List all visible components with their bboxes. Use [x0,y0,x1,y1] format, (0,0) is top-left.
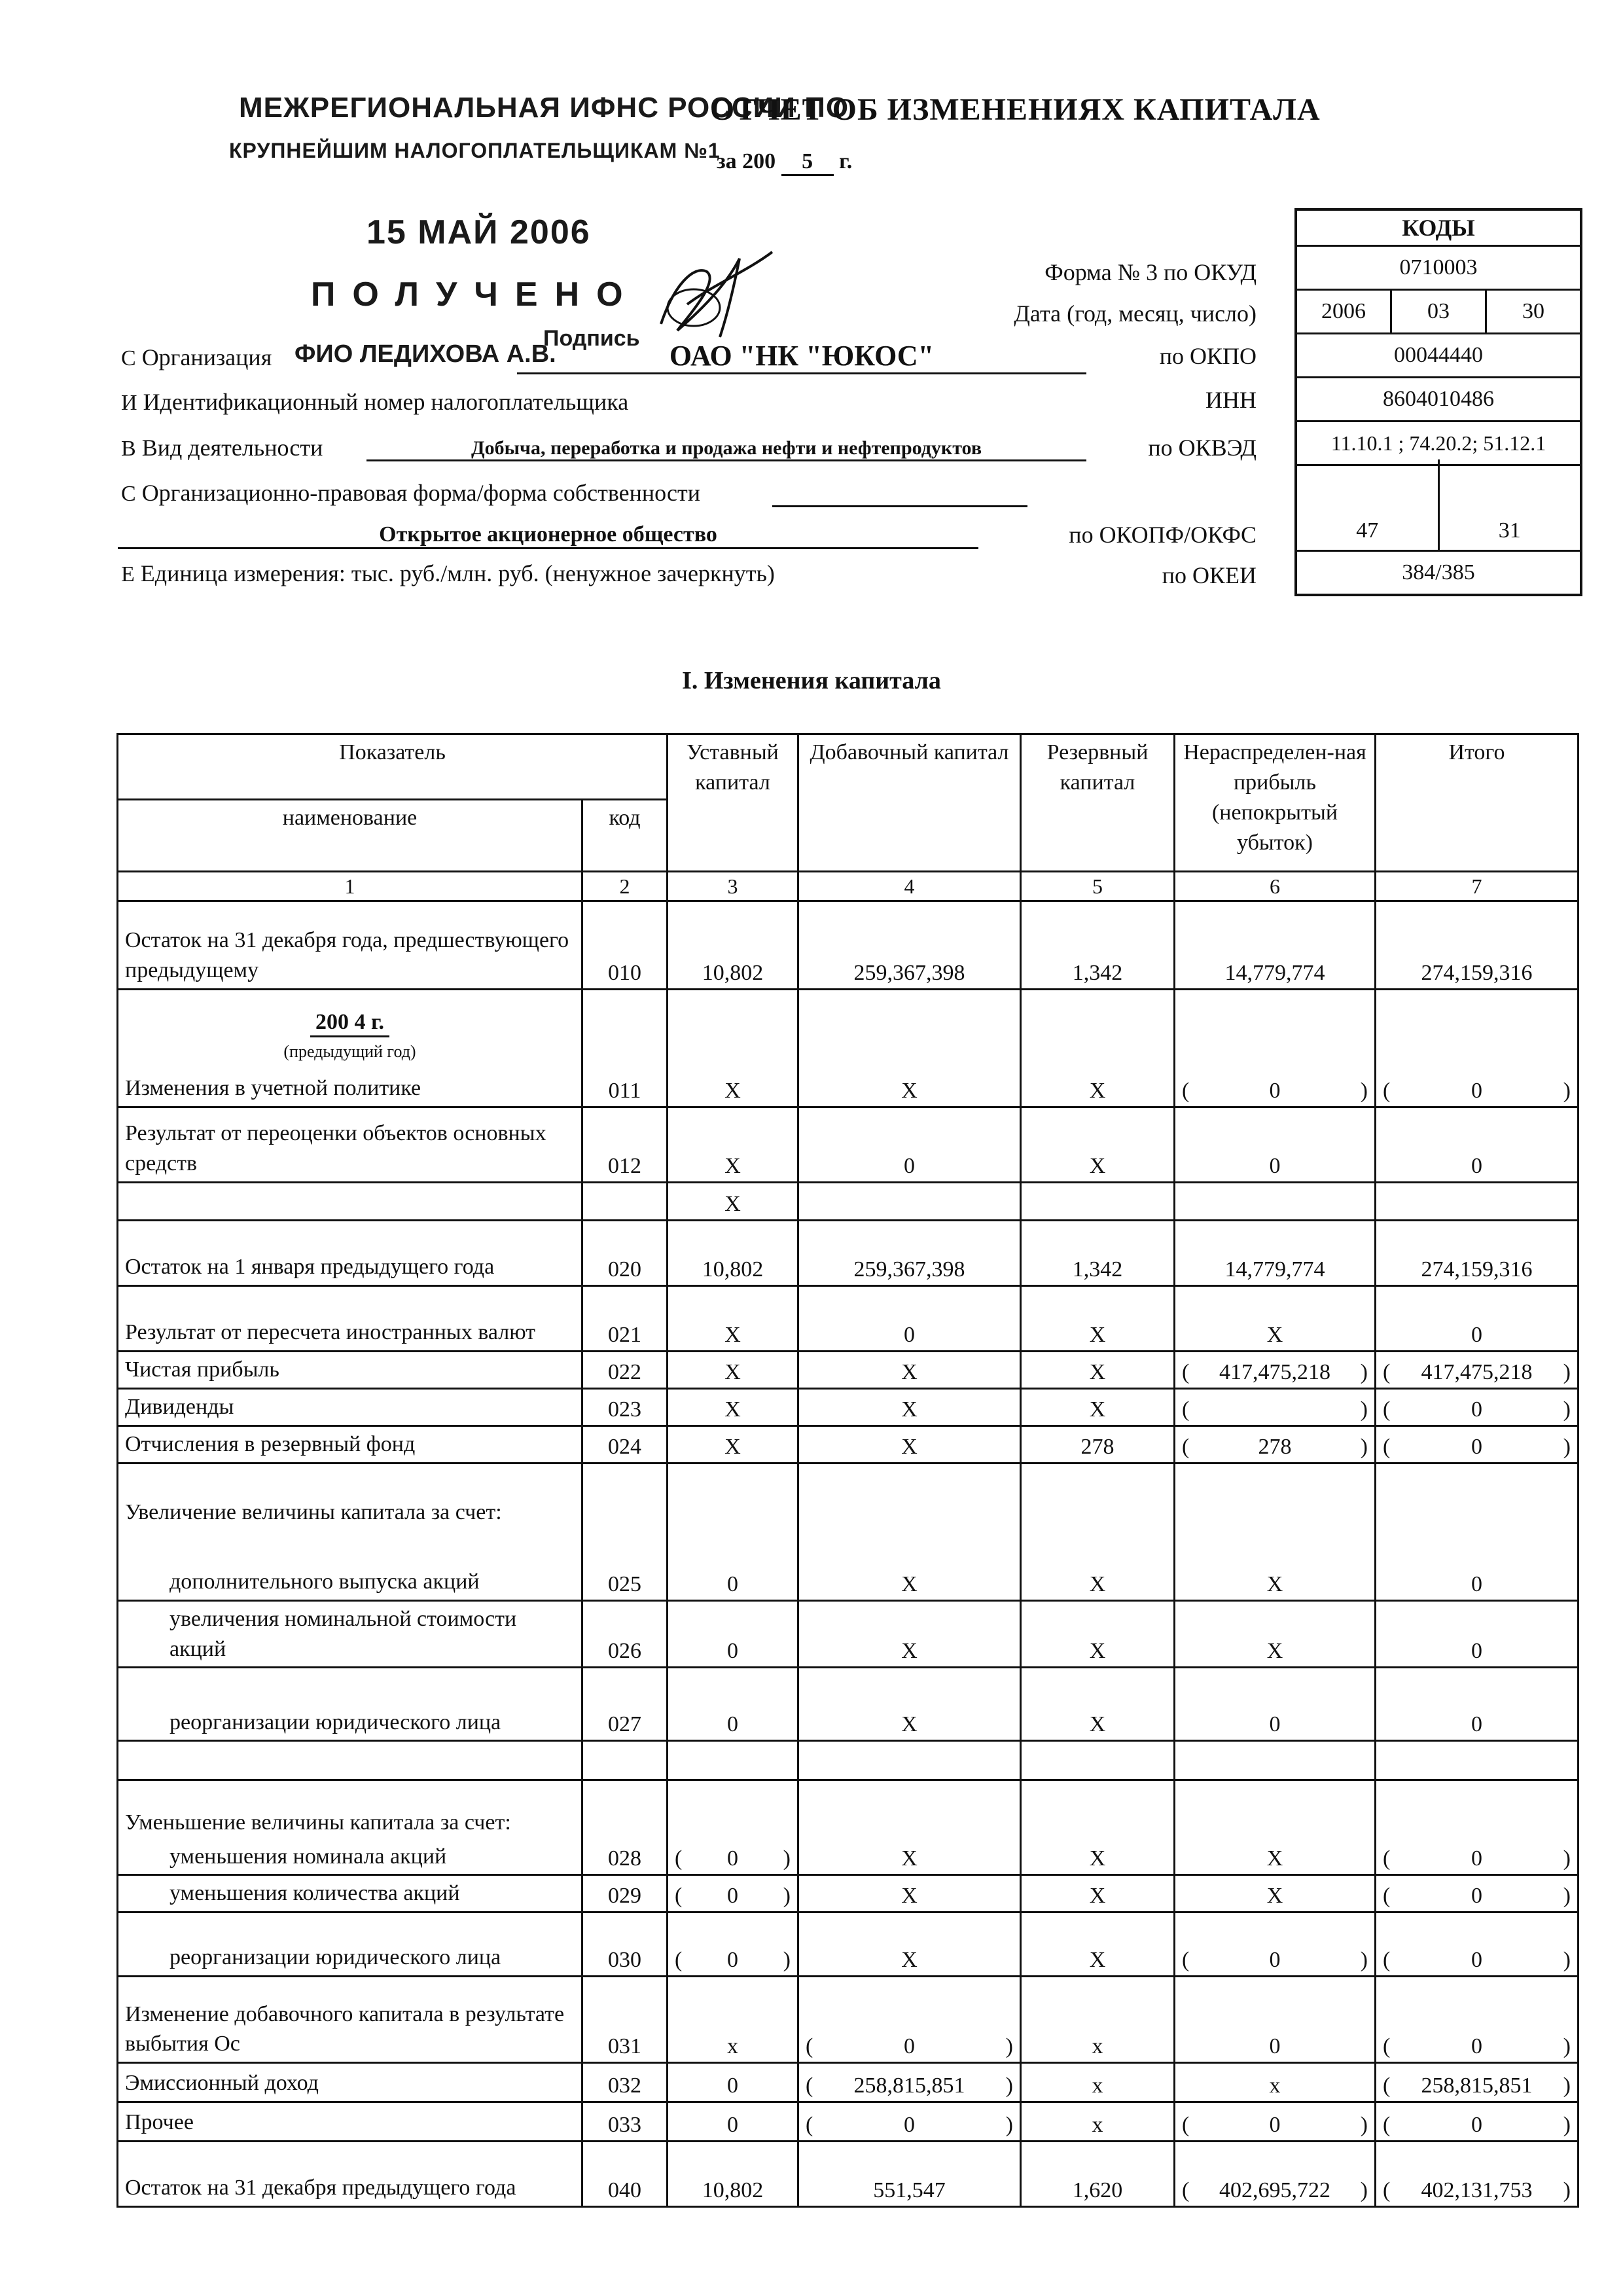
col-num-2: 2 [582,872,668,901]
cell-c5: X [1021,1600,1175,1668]
row-name: реорганизации юридического лица [118,1912,582,1977]
cell-c7 [1376,1183,1578,1221]
row-name [118,1463,582,1600]
stamp-fio-value: ЛЕДИХОВА А.В. [359,340,556,368]
row-code [582,1183,668,1221]
table-row [118,1977,1578,2063]
stamp-fio-label: ФИО [294,340,353,368]
cell-c3: ( 0 ) [668,1875,798,1912]
year-digit: 5 [781,149,834,176]
cell-c4: X [798,1780,1021,1875]
row-name: Дивиденды [118,1388,582,1426]
cell-c6: 0 [1175,1977,1376,2063]
cell-c5: X [1021,990,1175,1107]
cell-c7: ( 258,815,851 ) [1376,2063,1578,2102]
cell-c7: ( 0 ) [1376,1977,1578,2063]
cell-c4: X [798,990,1021,1107]
cell-c7-value: 0 [1471,1397,1482,1422]
year-suffix: г. [839,149,853,173]
row-name [118,990,582,1107]
legal-form-label: Организационно-правовая форма/форма собственности [141,480,701,506]
year-sub: (предыдущий год) [283,1042,416,1062]
cell-c3: X [668,1352,798,1389]
table-row [118,1426,1578,1463]
cell-c3: 0 [668,1668,798,1741]
header-c7: Итого [1376,734,1578,872]
date-month: 03 [1392,291,1487,332]
row-code: 010 [582,901,668,990]
table-row [118,1912,1578,1977]
report-title: ОТЧЕТ ОБ ИЗМЕНЕНИЯХ КАПИТАЛА [710,92,1321,127]
col-num-1: 1 [118,872,582,901]
table-row [118,1668,1578,1741]
codes-box [1294,208,1582,596]
cell-c6: X [1175,1600,1376,1668]
cell-c6 [1175,1741,1376,1780]
col-num-5: 5 [1021,872,1175,901]
cell-c6: X [1175,1780,1376,1875]
legal-form-blank [772,479,1027,507]
row-name [118,1780,582,1875]
table-row [118,1352,1578,1389]
cell-c5 [1021,1741,1175,1780]
cell-c4: X [798,1463,1021,1600]
cell-c7 [1376,1741,1578,1780]
row-code: 033 [582,2102,668,2142]
cell-c7: ( 417,475,218 ) [1376,1352,1578,1389]
cell-c7: 274,159,316 [1376,901,1578,990]
inn-label: Идентификационный номер налогоплательщика [143,389,629,415]
table-row [118,1463,1578,1600]
cell-c7-value: 0 [1471,2034,1482,2059]
okopf-value [1297,466,1580,552]
row-code: 030 [582,1912,668,1977]
cell-c7: 274,159,316 [1376,1221,1578,1286]
cell-c5: X [1021,1780,1175,1875]
activity-value: Добыча, переработка и продажа нефти и нефтепродуктов [366,437,1086,461]
row-name: Чистая прибыль [118,1352,582,1389]
cell-c4: X [798,1388,1021,1426]
cell-c3: X [668,990,798,1107]
cell-c3-value: 0 [727,1884,738,1909]
cell-c4: X [798,1600,1021,1668]
cell-c3: X [668,1107,798,1183]
date-day: 30 [1522,299,1544,323]
cell-c5: 278 [1021,1426,1175,1463]
legal-form-value: Открытое акционерное общество [118,522,978,549]
row-code: 040 [582,2142,668,2207]
cell-c4: ( 0 ) [798,2102,1021,2142]
row-name: Результат от пересчета иностранных валют [118,1286,582,1352]
unit-line [121,560,775,587]
cell-c5 [1021,1183,1175,1221]
table-row [118,990,1578,1107]
letter-2: И [121,391,137,415]
row-code: 023 [582,1388,668,1426]
cell-c7-value: 258,815,851 [1421,2073,1533,2098]
okei-label: по ОКЕИ [1162,562,1257,588]
unit-label: Единица измерения: тыс. руб./млн. руб. (ненужное зачеркнуть) [140,560,775,586]
header-code: код [582,800,668,872]
row-name: Отчисления в резервный фонд [118,1426,582,1463]
row-name: реорганизации юридического лица [118,1668,582,1741]
row-code: 028 [582,1780,668,1875]
header-c4: Добавочный капитал [798,734,1021,872]
row-code: 024 [582,1426,668,1463]
cell-c4: X [798,1352,1021,1389]
cell-c6: ( 0 ) [1175,1912,1376,1977]
row-name-text: уменьшения номинала акций [169,1844,447,1869]
okud-label: Форма № 3 по ОКУД [1044,259,1257,285]
row-code: 026 [582,1600,668,1668]
okpo-label: по ОКПО [1159,343,1257,369]
activity-line [121,434,323,461]
okopf-code: 47 [1297,459,1440,550]
cell-c3: 0 [668,2102,798,2142]
cell-c5: x [1021,1977,1175,2063]
stamp-line-2: КРУПНЕЙШИМ НАЛОГОПЛАТЕЛЬЩИКАМ №1 [229,139,721,162]
row-name: Прочее [118,2102,582,2142]
cell-c3: 0 [668,2063,798,2102]
table-row [118,1221,1578,1286]
cell-c7-value: 0 [1471,1884,1482,1909]
table-row [118,2142,1578,2207]
col-num-6: 6 [1175,872,1376,901]
cell-c6: X [1175,1463,1376,1600]
okud-value: 0710003 [1297,247,1580,291]
okopf-label: по ОКОПФ/ОКФС [1069,522,1257,548]
row-name: Изменение добавочного капитала в результате выбытия Ос [118,1977,582,2063]
date-label: Дата (год, месяц, число) [1014,300,1257,327]
cell-c4 [798,1183,1021,1221]
cell-c4: ( 0 ) [798,1977,1021,2063]
col-num-3: 3 [668,872,798,901]
okved-label: по ОКВЭД [1148,435,1257,461]
header-c3: Уставный капитал [668,734,798,872]
cell-c6-value: 278 [1258,1434,1292,1459]
cell-c7: 0 [1376,1107,1578,1183]
section-title: I. Изменения капитала [682,667,941,694]
activity-label: Вид деятельности [141,435,323,461]
cell-c5: 1,342 [1021,1221,1175,1286]
cell-c6: ( 0 ) [1175,2102,1376,2142]
cell-c7: ( 0 ) [1376,1388,1578,1426]
cell-c5: x [1021,2102,1175,2142]
cell-c4: 0 [798,1286,1021,1352]
cell-c5: X [1021,1668,1175,1741]
cell-c7: 0 [1376,1668,1578,1741]
cell-c3: X [668,1183,798,1221]
okpo-value: 00044440 [1297,334,1580,378]
cell-c6: 0 [1175,1107,1376,1183]
cell-c6: ( ) [1175,1388,1376,1426]
cell-c4-value: 0 [904,2113,915,2138]
stamp-received: ПОЛУЧЕНО [311,276,640,314]
cell-c5: 1,342 [1021,901,1175,990]
cell-c7: 0 [1376,1600,1578,1668]
cell-c7-value: 0 [1471,1079,1482,1103]
row-code: 012 [582,1107,668,1183]
org-line [121,344,272,371]
cell-c4: 0 [798,1107,1021,1183]
table-row [118,1388,1578,1426]
cell-c6-value: 0 [1269,1948,1281,1973]
cell-c3: X [668,1388,798,1426]
table-row [118,1286,1578,1352]
header-c6: Нераспределен-ная прибыль (непокрытый убыток) [1175,734,1376,872]
cell-c5: X [1021,1352,1175,1389]
letter-5: Е [121,562,135,586]
cell-c6: ( 278 ) [1175,1426,1376,1463]
cell-c6-value: 0 [1269,2113,1281,2138]
cell-c4: X [798,1875,1021,1912]
okved-value: 11.10.1 ; 74.20.2; 51.12.1 [1297,422,1580,466]
cell-c5: X [1021,1107,1175,1183]
cell-c7: ( 0 ) [1376,1875,1578,1912]
cell-c3: 0 [668,1463,798,1600]
cell-c3: x [668,1977,798,2063]
cell-c3: 0 [668,1600,798,1668]
letter-4: С [121,482,136,506]
cell-c7-value: 0 [1471,1948,1482,1973]
cell-c6: ( 402,695,722 ) [1175,2142,1376,2207]
okei-value: 384/385 [1402,560,1475,584]
cell-c7: ( 0 ) [1376,2102,1578,2142]
cell-c3: 10,802 [668,1221,798,1286]
row-name-text: Изменения в учетной политике [125,1076,421,1101]
okfs-code: 31 [1498,518,1521,543]
report-year [717,149,852,176]
cell-c4 [798,1741,1021,1780]
year-label: 200 4 г. [310,1009,389,1038]
col-num-4: 4 [798,872,1021,901]
cell-c7: 0 [1376,1286,1578,1352]
table-row [118,1107,1578,1183]
cell-c6 [1175,1183,1376,1221]
date-value [1297,291,1580,334]
row-name: Остаток на 31 декабря предыдущего года [118,2142,582,2207]
row-name [118,1183,582,1221]
cell-c5: X [1021,1875,1175,1912]
cell-c7-value: 0 [1471,1846,1482,1871]
cell-c3: 10,802 [668,2142,798,2207]
table-row [118,1780,1578,1875]
cell-c7-value: 417,475,218 [1421,1359,1533,1384]
cell-c6: X [1175,1875,1376,1912]
cell-c6: 14,779,774 [1175,1221,1376,1286]
cell-c7-value: 0 [1471,2113,1482,2138]
row-code: 022 [582,1352,668,1389]
cell-c3: ( 0 ) [668,1780,798,1875]
cell-c4: X [798,1668,1021,1741]
row-code: 020 [582,1221,668,1286]
inn-line [121,388,628,416]
row-name: Результат от переоценки объектов основных средств [118,1107,582,1183]
cell-c6: X [1175,1286,1376,1352]
cell-c3: X [668,1426,798,1463]
row-code: 029 [582,1875,668,1912]
row-code: 031 [582,1977,668,2063]
row-name [118,1741,582,1780]
header-indicator: Показатель [118,734,668,800]
cell-c7: ( 0 ) [1376,1912,1578,1977]
cell-c4-value: 258,815,851 [853,2073,965,2098]
row-code: 021 [582,1286,668,1352]
cell-c6-value: 417,475,218 [1219,1359,1330,1384]
cell-c4-value: 0 [904,2034,915,2059]
row-name-text: дополнительного выпуска акций [169,1569,480,1594]
cell-c5: x [1021,2063,1175,2102]
inn-code-label: ИНН [1205,387,1257,413]
cell-c5: X [1021,1463,1175,1600]
cell-c7: 0 [1376,1463,1578,1600]
cell-c6: ( 417,475,218 ) [1175,1352,1376,1389]
cell-c3: X [668,1286,798,1352]
inn-value: 8604010486 [1297,378,1580,422]
row-name: уменьшения количества акций [118,1875,582,1912]
decrease-heading: Уменьшение величины капитала за счет: [125,1810,511,1835]
row-code [582,1741,668,1780]
col-num-7: 7 [1376,872,1578,901]
row-name: Остаток на 1 января предыдущего года [118,1221,582,1286]
table-row [118,2063,1578,2102]
cell-c4: 551,547 [798,2142,1021,2207]
cell-c6: ( 0 ) [1175,990,1376,1107]
signature-icon [648,245,779,344]
cell-c3: ( 0 ) [668,1912,798,1977]
year-prefix: за 200 [717,149,776,173]
date-year: 2006 [1297,291,1392,332]
increase-heading: Увеличение величины капитала за счет: [125,1499,502,1524]
cell-c4: X [798,1426,1021,1463]
stamp-date: 15 МАЙ 2006 [366,213,591,251]
cell-c7: ( 0 ) [1376,1780,1578,1875]
cell-c6-value: 402,695,722 [1219,2178,1330,2203]
row-name: увеличения номинальной стоимости акций [118,1600,582,1668]
letter-3: В [121,437,136,461]
table-row [118,1183,1578,1221]
row-code: 032 [582,2063,668,2102]
cell-c6-value: 0 [1269,1079,1281,1103]
header-c5: Резервный капитал [1021,734,1175,872]
cell-c3-value: 0 [727,1948,738,1973]
letter-1: С [121,346,136,370]
org-value: ОАО "НК "ЮКОС" [517,339,1086,374]
cell-c7: ( 402,131,753 ) [1376,2142,1578,2207]
cell-c7-value: 402,131,753 [1421,2178,1533,2203]
header-name: наименование [118,800,582,872]
capital-changes-table [116,733,1579,2208]
cell-c4: 259,367,398 [798,901,1021,990]
table-row [118,1600,1578,1668]
cell-c3 [668,1741,798,1780]
stamp-sign-label: Подпись [543,326,640,351]
cell-c7-value: 0 [1471,1434,1482,1459]
row-name: Остаток на 31 декабря года, предшествующего предыдущему [118,901,582,990]
row-code: 027 [582,1668,668,1741]
year-block [125,1009,575,1065]
row-code: 011 [582,990,668,1107]
table-row [118,2102,1578,2142]
cell-c6: 0 [1175,1668,1376,1741]
table-row [118,1741,1578,1780]
row-code: 025 [582,1463,668,1600]
cell-c7: ( 0 ) [1376,990,1578,1107]
cell-c7: ( 0 ) [1376,1426,1578,1463]
cell-c4: 259,367,398 [798,1221,1021,1286]
row-name: Эмиссионный доход [118,2063,582,2102]
cell-c5: 1,620 [1021,2142,1175,2207]
cell-c6: x [1175,2063,1376,2102]
org-label: Организация [141,344,272,370]
table-row [118,901,1578,990]
cell-c3-value: 0 [727,1846,738,1871]
stamp-line-1: МЕЖРЕГИОНАЛЬНАЯ ИФНС РОССИИ ПО [239,92,849,124]
cell-c4: X [798,1912,1021,1977]
cell-c6: 14,779,774 [1175,901,1376,990]
cell-c4: ( 258,815,851 ) [798,2063,1021,2102]
cell-c3: 10,802 [668,901,798,990]
table-row [118,1875,1578,1912]
codes-title: КОДЫ [1297,211,1580,247]
cell-c5: X [1021,1912,1175,1977]
cell-c5: X [1021,1286,1175,1352]
legal-form-line [121,479,700,507]
cell-c5: X [1021,1388,1175,1426]
